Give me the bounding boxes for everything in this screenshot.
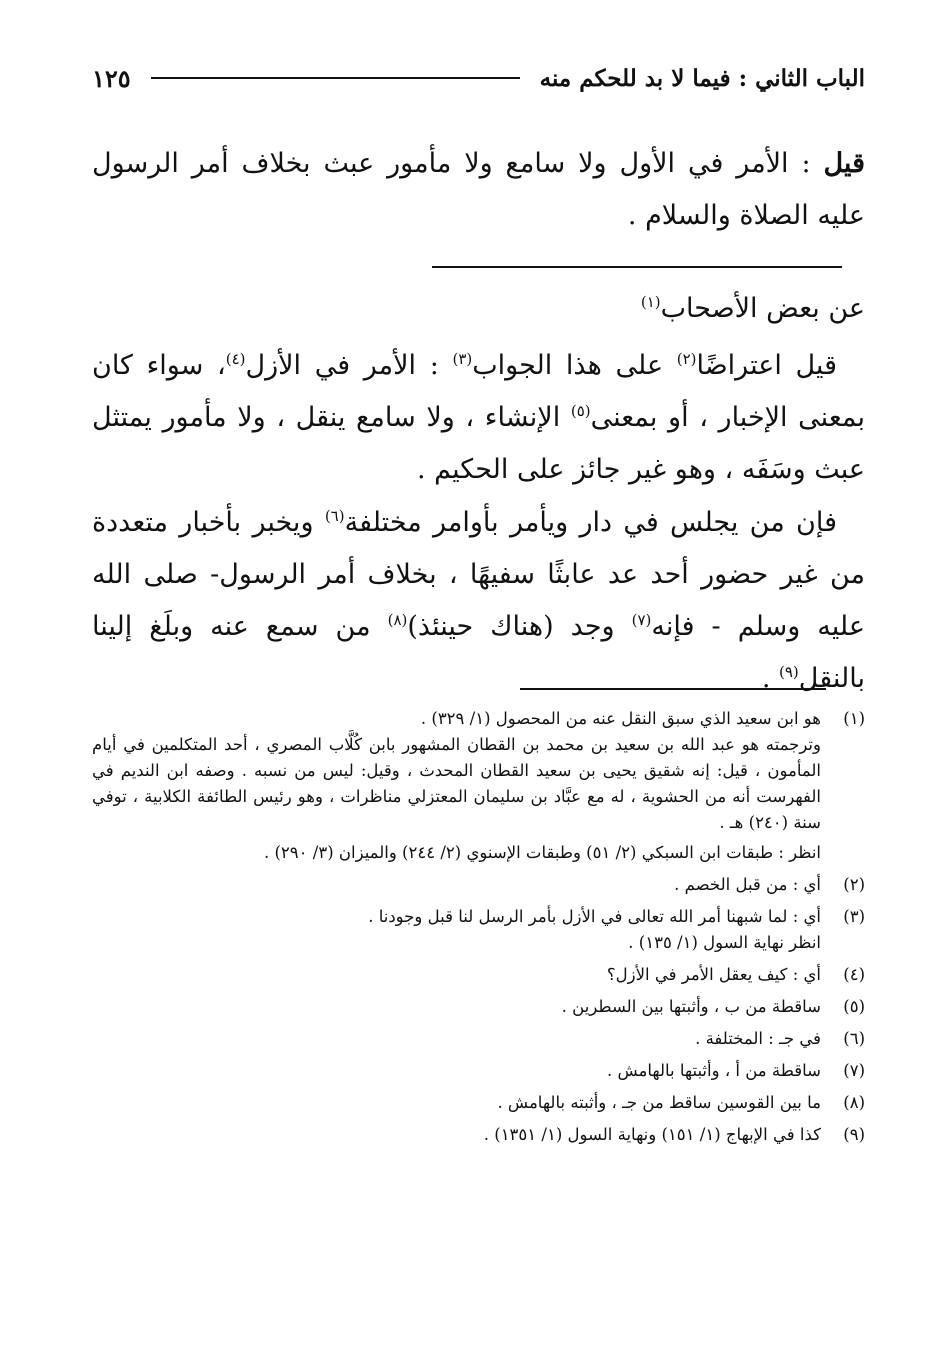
- footnote-7: [92, 1058, 865, 1084]
- footnote-ref-6[interactable]: (٦): [324, 507, 345, 525]
- footnote-number: (١): [843, 709, 865, 728]
- footnote-extra-text: انظر : طبقات ابن السبكي (٢/ ٥١) وطبقات الإسنوي (٢/ ٢٤٤) والميزان (٣/ ٢٩٠) .: [263, 843, 821, 862]
- footnote-ref-7[interactable]: (٧): [631, 611, 652, 629]
- footnote-ref-9[interactable]: (٩): [778, 663, 799, 681]
- paragraph-3-text: ، سواء كان بمعنى الإخبار ، أو بمعنى: [92, 350, 865, 433]
- paragraph-2-text: عن بعض الأصحاب: [660, 293, 865, 324]
- footnote-4: [92, 962, 865, 988]
- footnote-text: ما بين القوسين ساقط من جـ ، وأثبته بالهامش .: [497, 1093, 821, 1112]
- paragraph-4-text: .: [761, 663, 779, 694]
- footnote-ref-5[interactable]: (٥): [570, 402, 591, 420]
- paragraph-4-text: من سمع عنه وبلَغ إلينا بالنقل: [92, 611, 865, 694]
- footnote-8: [92, 1090, 865, 1116]
- footnote-3: [92, 904, 865, 930]
- header-rule: [151, 77, 520, 79]
- paragraph-3-text: الإنشاء ، ولا سامع ينقل ، ولا مأمور يمتثل عبث وسَفَه ، وهو غير جائز على الحكيم .: [92, 402, 865, 485]
- footnote-1: [92, 706, 865, 732]
- footnote-text: هو ابن سعيد الذي سبق النقل عنه من المحصول (١/ ٣٢٩) .: [420, 709, 821, 728]
- footnote-2: [92, 872, 865, 898]
- footnote-text: أي : كيف يعقل الأمر في الأزل؟: [606, 965, 821, 984]
- paragraph-3: [92, 340, 865, 496]
- section-rule: [432, 266, 842, 268]
- footnote-1-extra: [92, 732, 821, 866]
- footnote-extra-text: وترجمته هو عبد الله بن سعيد بن محمد بن القطان المشهور بابن كُلَّاب المصري ، أحد المتكلمين في أيام المأمون ، قيل: إنه شقيق يحيى بن سعيد القطان المحدث ، وقيل: ليس من نسبه . وصفه ابن النديم في الفهرست أنه من الحشوية ، له مع عبَّاد بن سليمان المعتزلي مناظرات ، وهو رئيس الطائفة الكلابية ، توفي سنة (٢٤٠) هـ .: [92, 735, 821, 832]
- paragraph-3-text: : الأمر في الأزل: [245, 350, 453, 381]
- paragraph-3-text: قيل اعتراضًا: [696, 350, 837, 381]
- footnote-ref-4[interactable]: (٤): [225, 350, 246, 368]
- footnote-extra-text: انظر نهاية السول (١/ ١٣٥) .: [628, 933, 821, 952]
- running-title: الباب الثاني : فيما لا بد للحكم منه: [539, 64, 865, 92]
- footnote-separator: [520, 688, 826, 690]
- footnote-ref-1[interactable]: (١): [640, 293, 661, 311]
- footnote-6: [92, 1026, 865, 1052]
- footnote-3-extra: [92, 930, 821, 956]
- paragraph-1-lead: قيل: [823, 148, 865, 179]
- footnote-ref-8[interactable]: (٨): [387, 611, 408, 629]
- paragraph-1: [92, 138, 865, 242]
- paragraph-3-text: على هذا الجواب: [472, 350, 677, 381]
- footnote-number: (٦): [843, 1029, 865, 1048]
- footnote-ref-2[interactable]: (٢): [676, 350, 697, 368]
- footnote-text: في جـ : المختلفة .: [695, 1029, 821, 1048]
- paragraph-4: [92, 497, 865, 705]
- paragraph-1-text: : الأمر في الأول ولا سامع ولا مأمور عبث بخلاف أمر الرسول عليه الصلاة والسلام .: [92, 148, 865, 231]
- footnote-text: كذا في الإبهاج (١/ ١٥١) ونهاية السول (١/ ١٣٥١) .: [483, 1125, 821, 1144]
- footnote-number: (٤): [843, 965, 865, 984]
- footnote-text: أي : لما شبهنا أمر الله تعالى في الأزل بأمر الرسل لنا قبل وجودنا .: [368, 907, 821, 926]
- footnote-number: (٧): [843, 1061, 865, 1080]
- footnote-number: (٥): [843, 997, 865, 1016]
- footnote-text: ساقطة من أ ، وأثبتها بالهامش .: [606, 1061, 821, 1080]
- page-number: ١٢٥: [92, 63, 131, 93]
- footnote-ref-3[interactable]: (٣): [452, 350, 473, 368]
- footnote-number: (٩): [843, 1125, 865, 1144]
- paragraph-4-text: ويخبر بأخبار متعددة من غير حضور أحد عد عابثًا سفيهًا ، بخلاف أمر الرسول- صلى الله عليه وسلم - فإنه: [92, 507, 865, 642]
- footnote-text: ساقطة من ب ، وأثبتها بين السطرين .: [561, 997, 821, 1016]
- paragraph-4-text: فإن من يجلس في دار ويأمر بأوامر مختلفة: [344, 507, 837, 538]
- paragraph-4-text: وجد (هناك حينئذ): [407, 611, 632, 642]
- footnote-9: [92, 1122, 865, 1148]
- page-header: [92, 58, 865, 98]
- footnote-5: [92, 994, 865, 1020]
- footnote-number: (٨): [843, 1093, 865, 1112]
- footnote-number: (٣): [843, 907, 865, 926]
- footnote-number: (٢): [843, 875, 865, 894]
- footnotes: [92, 706, 865, 1154]
- footnote-text: أي : من قبل الخصم .: [674, 875, 821, 894]
- paragraph-2: [92, 283, 865, 335]
